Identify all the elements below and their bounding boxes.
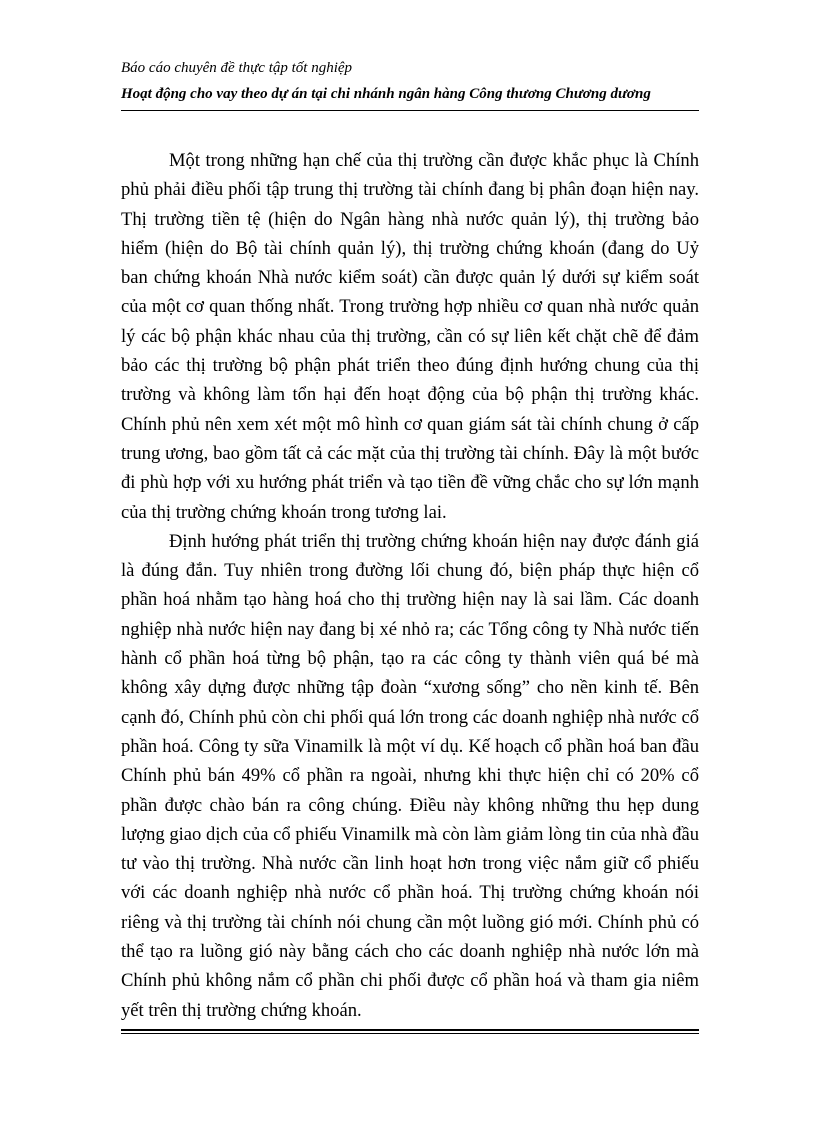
report-type-title: Báo cáo chuyên đề thực tập tốt nghiệp	[121, 60, 353, 76]
header-divider	[121, 110, 699, 111]
page-header	[121, 58, 701, 104]
report-subject-title: Hoạt động cho vay theo dự án tại chi nhánh ngân hàng Công thương Chương dương	[121, 86, 651, 102]
footer-divider	[121, 1029, 699, 1035]
body-paragraph: Một trong những hạn chế của thị trường cần được khắc phục là Chính phủ phải điều phối tập trung thị trường tài chính đang bị phân đoạn hiện nay. Thị trường tiền tệ (hiện do Ngân hàng nhà nước quản lý), thị trường bảo hiểm (hiện do Bộ tài chính quản lý), thị trường chứng khoán (đang do Uỷ ban chứng khoán Nhà nước kiểm soát) cần được quản lý dưới sự kiểm soát của một cơ quan thống nhất. Trong trường hợp nhiều cơ quan nhà nước quản lý các bộ phận khác nhau của thị trường, cần có sự liên kết chặt chẽ để đảm bảo các thị trường bộ phận phát triển theo đúng định hướng chung của thị trường và không làm tổn hại đến hoạt động của bộ phận thị trường khác. Chính phủ nên xem xét một mô hình cơ quan giám sát tài chính chung ở cấp trung ương, bao gồm tất cả các mặt của thị trường tài chính. Đây là một bước đi phù hợp với xu hướng phát triển và tạo tiền đề vững chắc cho sự lớn mạnh của thị trường chứng khoán trong tương lai.	[121, 150, 699, 523]
body-paragraph: Định hướng phát triển thị trường chứng khoán hiện nay được đánh giá là đúng đắn. Tuy nhiên trong đường lối chung đó, biện pháp thực hiện cổ phần hoá nhằm tạo hàng hoá cho thị trường hiện nay là sai lầm. Các doanh nghiệp nhà nước hiện nay đang bị xé nhỏ ra; các Tổng công ty Nhà nước tiến hành cổ phần hoá từng bộ phận, tạo ra các công ty thành viên quá bé mà không xây dựng được những tập đoàn “xương sống” cho nền kinh tế. Bên cạnh đó, Chính phủ còn chi phối quá lớn trong các doanh nghiệp nhà nước cổ phần hoá. Công ty sữa Vinamilk là một ví dụ. Kế hoạch cổ phần hoá ban đầu Chính phủ bán 49% cổ phần ra ngoài, nhưng khi thực hiện chỉ có 20% cổ phần được chào bán ra công chúng. Điều này không những thu hẹp dung lượng giao dịch của cổ phiếu Vinamilk mà còn làm giảm lòng tin của nhà đầu tư vào thị trường. Nhà nước cần linh hoạt hơn trong việc nắm giữ cổ phiếu với các doanh nghiệp nhà nước cổ phần hoá. Thị trường chứng khoán nói riêng và thị trường tài chính nói chung cần một luồng gió mới. Chính phủ có thể tạo ra luồng gió này bằng cách cho các doanh nghiệp nhà nước lớn mà Chính phủ không nắm cổ phần chi phối được cổ phần hoá và tham gia niêm yết trên thị trường chứng khoán.	[121, 530, 699, 1021]
footer-divider-thick-line	[121, 1029, 699, 1031]
footer-divider-thin-line	[121, 1033, 699, 1034]
document-body	[121, 146, 699, 1025]
